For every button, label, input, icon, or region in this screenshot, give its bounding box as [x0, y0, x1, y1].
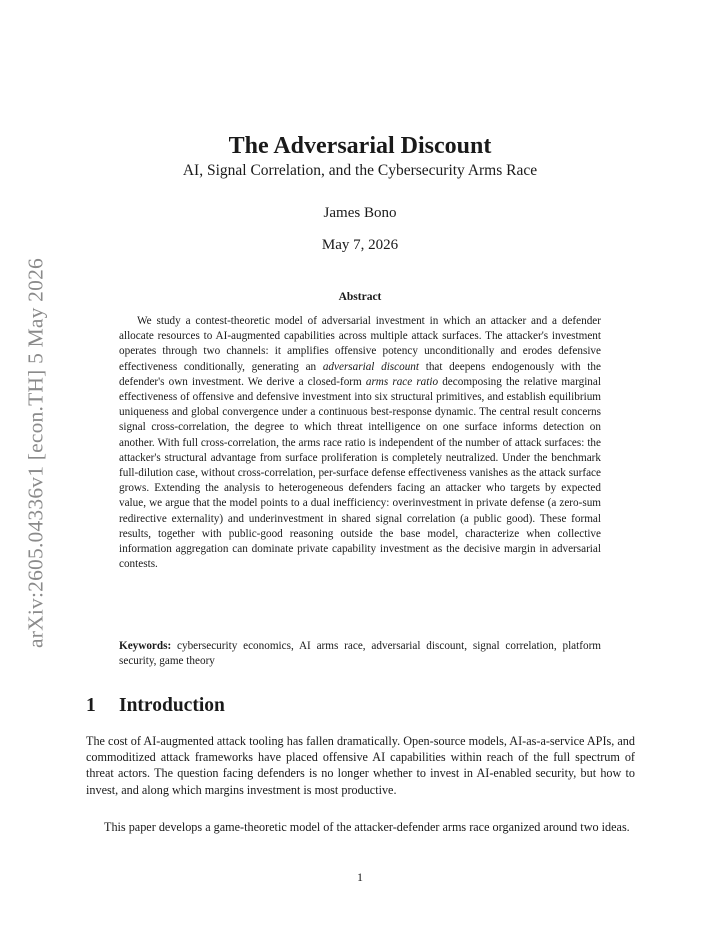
- abstract-text-part-2: that deepens endogenously with the defender's own investment. We derive a closed-form: [119, 360, 601, 388]
- keywords-list: cybersecurity economics, AI arms race, adversarial discount, signal correlation, platform security, game theory: [119, 640, 601, 668]
- paper-title: The Adversarial Discount: [228, 133, 492, 159]
- paper-date: May 7, 2026: [321, 237, 399, 253]
- page-number: 1: [357, 870, 363, 884]
- author-name: James Bono: [323, 205, 397, 221]
- keywords: [119, 639, 601, 669]
- section-heading-introduction: [86, 695, 225, 717]
- abstract-text: [119, 314, 601, 572]
- body-paragraph-1: The cost of AI-augmented attack tooling has fallen dramatically. Open-source models, AI-as-a-service APIs, and commoditized attack frameworks have placed offensive AI capabilities within reach of the full spectrum of threat actors. The question facing defenders is no longer whether to invest in AI-enabled security, but how to invest, and along which margins investment is most productive.: [86, 734, 635, 797]
- abstract-text-part-3: decomposing the relative marginal effectiveness of offensive and defensive investment into six structural primitives, and establish equilibrium uniqueness and global convergence under a continuous best-response dynamic. The central result concerns signal cross-correlation, the degree to which threat intelligence on one surface informs detection on another. With full cross-correlation, the arms race ratio is independent of the number of attack surfaces: the attacker's structural advantage from surface proliferation is completely neutralized. Under the benchmark full-dilution case, without cross-correlation, per-surface defense effectiveness vanishes as the attack surface grows. Extending the analysis to heterogeneous defenders facing an attacker who targets by expected value, we argue that the model points to a dual inefficiency: overinvestment in private defense (a zero-sum redirective externality) and underinvestment in shared signal correlation (a public good). These formal results, together with public-good reasoning outside the base model, characterize when collective information aggregation can dominate private capability investment as the decisive margin in adversarial contests.: [119, 375, 601, 571]
- section-title: Introduction: [119, 695, 225, 716]
- abstract-heading: Abstract: [338, 291, 382, 303]
- body-paragraph-2: This paper develops a game-theoretic model of the attacker-defender arms race organized around two ideas.: [104, 820, 630, 834]
- arxiv-identifier-stamp: arXiv:2605.04336v1 [econ.TH] 5 May 2026: [23, 258, 48, 648]
- abstract-text-part-1: We study a contest-theoretic model of adversarial investment in which an attacker and a defender allocate resources to AI-augmented capabilities across multiple attack surfaces. The attacker's investment operates through two channels: it amplifies offensive potency unconditionally and erodes defensive effectiveness conditionally, generating an: [119, 315, 601, 373]
- keywords-label: Keywords:: [119, 640, 172, 652]
- section-number: 1: [86, 695, 96, 716]
- abstract-emphasis-adversarial-discount: adversarial discount: [322, 360, 420, 373]
- paper-subtitle: AI, Signal Correlation, and the Cybersecurity Arms Race: [182, 162, 538, 179]
- abstract-emphasis-arms-race-ratio: arms race ratio: [365, 375, 439, 388]
